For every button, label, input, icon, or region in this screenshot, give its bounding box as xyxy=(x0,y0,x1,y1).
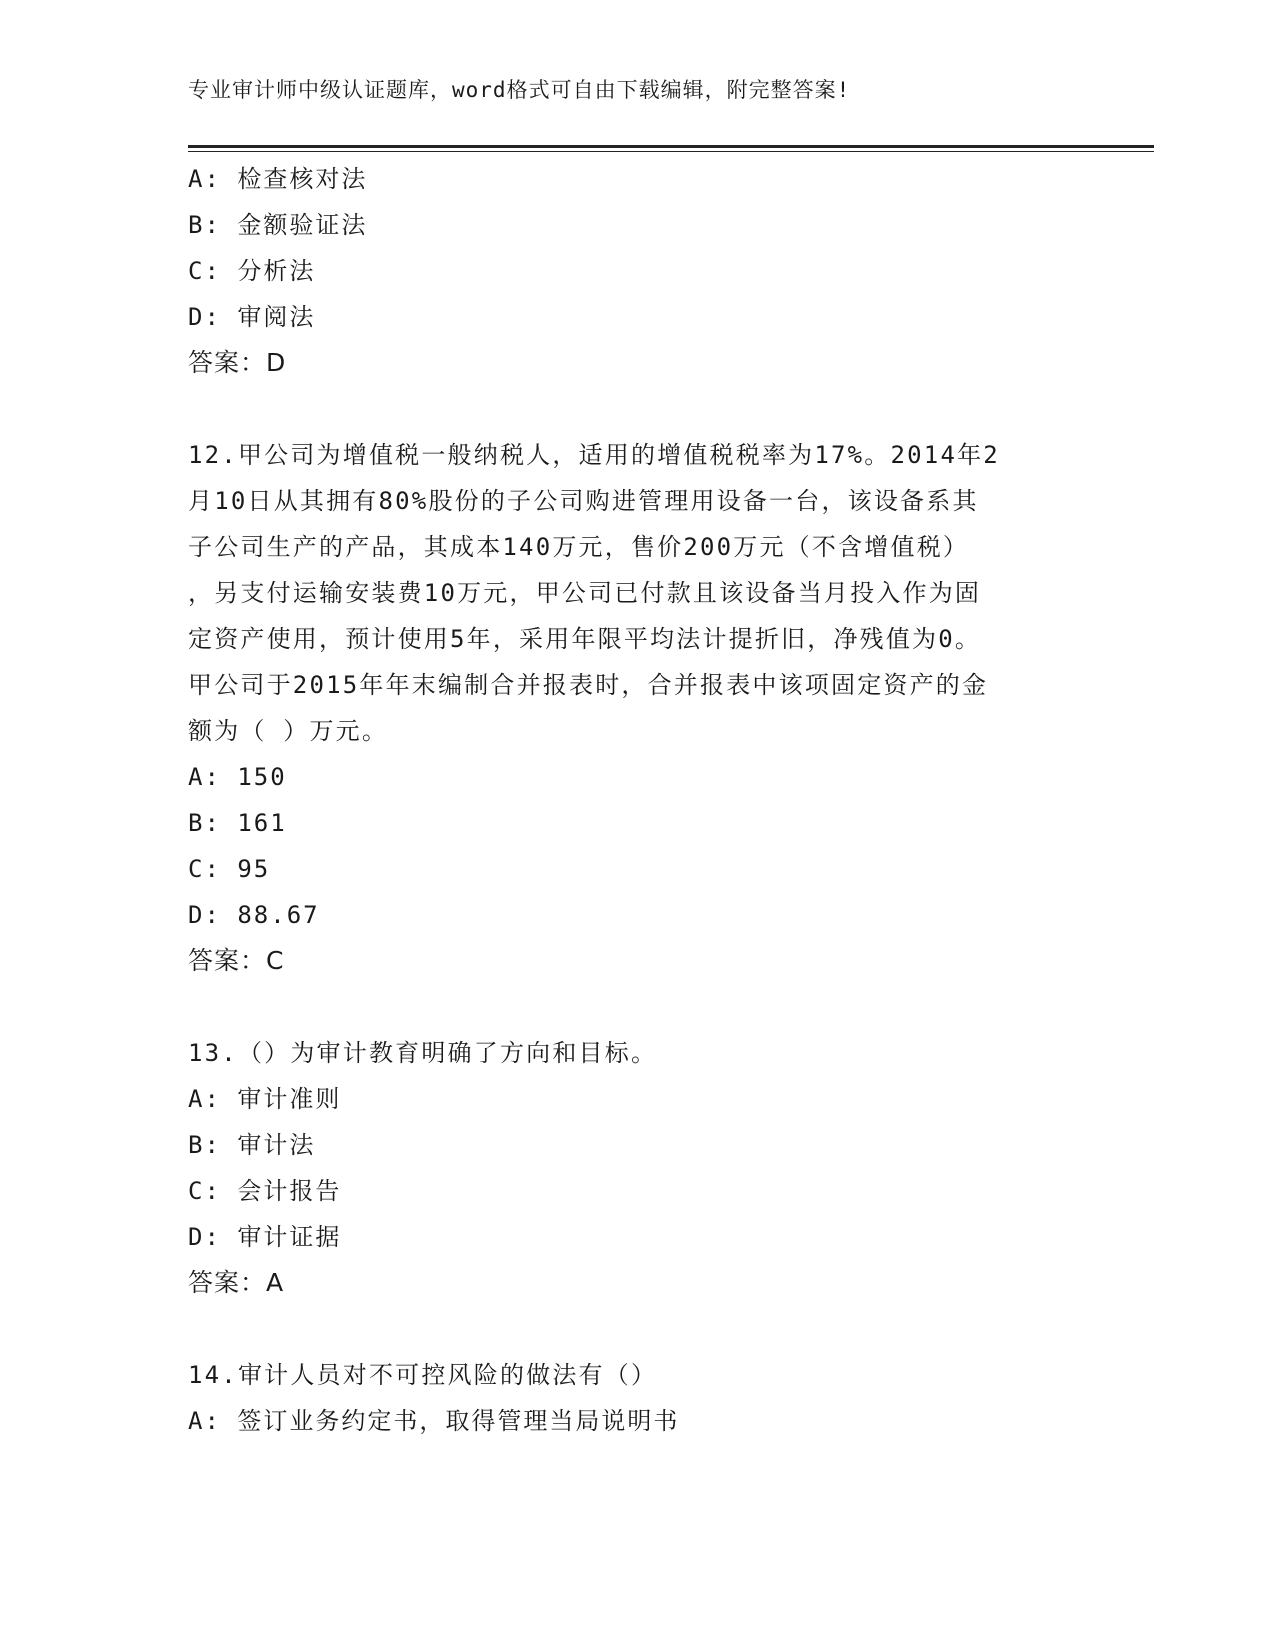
stem-line: 14.审计人员对不可控风险的做法有（） xyxy=(188,1361,658,1389)
option-d: D: 88.67 xyxy=(188,901,320,929)
stem-line: 12.甲公司为增值税一般纳税人，适用的增值税税率为17%。2014年2 xyxy=(188,441,1000,469)
stem-line: 额为（ ）万元。 xyxy=(188,717,389,745)
question-stem xyxy=(188,1352,1088,1398)
spacer xyxy=(188,1306,1088,1352)
question-block-12 xyxy=(188,432,1088,984)
option-c: C: 分析法 xyxy=(188,257,316,285)
stem-line: 13.（）为审计教育明确了方向和目标。 xyxy=(188,1039,658,1067)
spacer xyxy=(188,984,1088,1030)
header-rule-thick xyxy=(188,145,1154,148)
question-stem xyxy=(188,432,1088,754)
option-a: A: 签订业务约定书，取得管理当局说明书 xyxy=(188,1407,680,1435)
option-a: A: 150 xyxy=(188,763,287,791)
option-c: C: 95 xyxy=(188,855,271,883)
header-rule-thin xyxy=(188,151,1154,152)
answer-line: 答案：C xyxy=(188,946,285,975)
page-header: 专业审计师中级认证题库，word格式可自由下载编辑，附完整答案! xyxy=(188,78,851,102)
question-block-11 xyxy=(188,156,1088,386)
answer-line: 答案：A xyxy=(188,1268,285,1297)
spacer xyxy=(188,386,1088,432)
answer-line: 答案：D xyxy=(188,348,287,377)
option-a: A: 审计准则 xyxy=(188,1085,342,1113)
option-b: B: 金额验证法 xyxy=(188,211,368,239)
stem-line: 甲公司于2015年年末编制合并报表时，合并报表中该项固定资产的金 xyxy=(188,671,989,699)
option-a: A: 检查核对法 xyxy=(188,165,368,193)
question-stem xyxy=(188,1030,1088,1076)
option-d: D: 审阅法 xyxy=(188,303,316,331)
stem-line: 子公司生产的产品，其成本140万元，售价200万元（不含增值税） xyxy=(188,533,970,561)
question-block-14 xyxy=(188,1352,1088,1444)
option-d: D: 审计证据 xyxy=(188,1223,342,1251)
option-b: B: 审计法 xyxy=(188,1131,316,1159)
option-b: B: 161 xyxy=(188,809,287,837)
stem-line: ，另支付运输安装费10万元，甲公司已付款且该设备当月投入作为固 xyxy=(188,579,982,607)
option-c: C: 会计报告 xyxy=(188,1177,342,1205)
stem-line: 月10日从其拥有80%股份的子公司购进管理用设备一台，该设备系其 xyxy=(188,487,979,515)
question-block-13 xyxy=(188,1030,1088,1306)
stem-line: 定资产使用，预计使用5年，采用年限平均法计提折旧，净残值为0。 xyxy=(188,625,982,653)
question-content xyxy=(188,156,1088,1444)
